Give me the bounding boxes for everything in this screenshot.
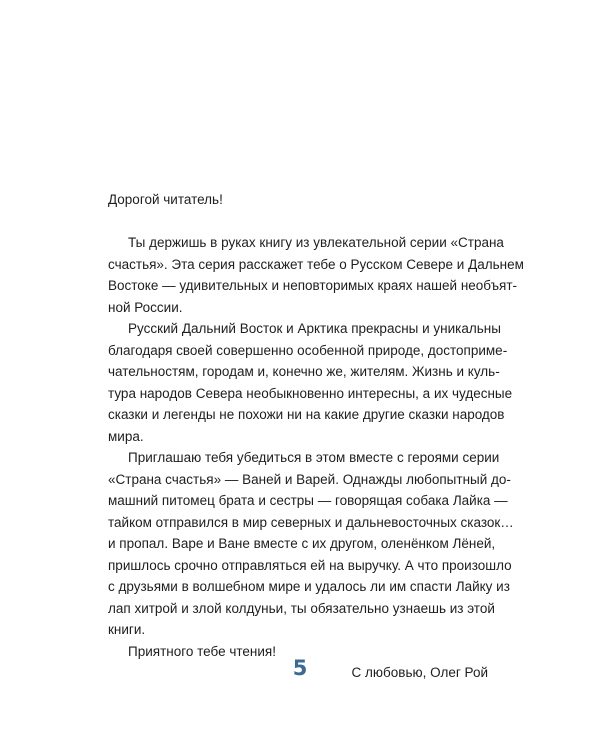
text-line: машний питомец брата и сестры — говорящая собака Лайка — bbox=[108, 493, 508, 508]
paragraph-3 bbox=[108, 447, 514, 641]
text-line: счастья». Эта серия расскажет тебе о Русском Севере и Дальнем bbox=[108, 256, 524, 272]
text-line: «Страна счастья» — Ваней и Варей. Однажды любопытный до- bbox=[108, 471, 511, 487]
paragraph-1 bbox=[108, 232, 524, 318]
text-line: Востоке — удивительных и неповторимых краях нашей необъят- bbox=[108, 278, 517, 293]
signature: С любовью, Олег Рой bbox=[351, 665, 488, 680]
text-line: мира. bbox=[108, 428, 144, 444]
text-line: и пропал. Варе и Ване вместе с их другом, оленёнком Лёней, bbox=[108, 536, 496, 551]
text-line: ной России. bbox=[108, 299, 183, 315]
text-line: Ты держишь в руках книгу из увлекательной серии «Страна bbox=[128, 235, 504, 250]
closing-line: Приятного тебе чтения! bbox=[128, 643, 276, 659]
paragraph-2 bbox=[108, 318, 513, 447]
foreword-text bbox=[108, 189, 524, 684]
greeting: Дорогой читатель! bbox=[108, 192, 223, 207]
text-line: благодаря своей совершенно особенной природе, достоприме- bbox=[108, 342, 508, 358]
text-line: сказки и легенды не похожи ни на какие другие сказки народов bbox=[108, 407, 505, 422]
text-line: книги. bbox=[108, 622, 146, 637]
page-number: 5 bbox=[292, 656, 308, 680]
text-line: чательностям, городам и, конечно же, жителям. Жизнь и куль- bbox=[108, 364, 500, 379]
text-line: пришлось срочно отправляться ей на выручку. А что произошло bbox=[108, 557, 512, 573]
text-line: Русский Дальний Восток и Арктика прекрасны и уникальны bbox=[128, 321, 501, 336]
text-line: тайком отправился в мир северных и дальневосточных сказок… bbox=[108, 514, 514, 530]
text-line: лап хитрой и злой колдуньи, ты обязательно узнаешь из этой bbox=[108, 600, 495, 616]
text-line: с друзьями в волшебном мире и удалось ли им спасти Лайку из bbox=[108, 579, 510, 594]
text-line: Приглашаю тебя убедиться в этом вместе с героями серии bbox=[128, 450, 500, 465]
text-line: тура народов Севера необыкновенно интересны, а их чудесные bbox=[108, 385, 513, 401]
